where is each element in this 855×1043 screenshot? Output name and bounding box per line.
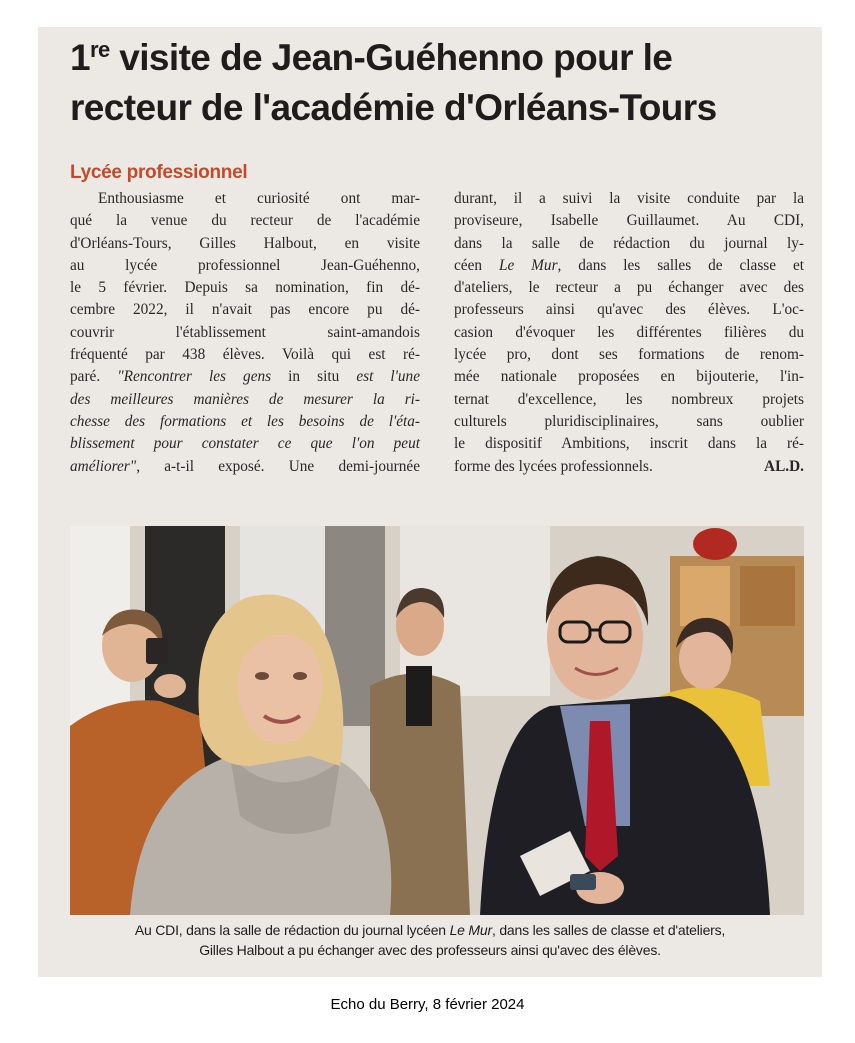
newspaper-clipping bbox=[38, 27, 822, 977]
body-line bbox=[454, 456, 804, 478]
body-line: le 5 février. Depuis sa nomination, fin dé- bbox=[70, 279, 420, 297]
body-line: culturels pluridisciplinaires, sans oublier bbox=[454, 412, 804, 430]
body-line: le dispositif Ambitions, inscrit dans la ré- bbox=[454, 435, 804, 453]
body-text: paré. bbox=[70, 368, 118, 386]
article-photo bbox=[70, 526, 804, 915]
body-line: qué la venue du recteur de l'académie bbox=[70, 212, 420, 230]
body-line: mée nationale proposées en bijouterie, l'in- bbox=[454, 368, 804, 386]
body-text: céen bbox=[454, 256, 499, 274]
article-column-1 bbox=[70, 188, 420, 478]
quote-line: des meilleures manières de mesurer la ri- bbox=[70, 390, 420, 408]
headline-line2: recteur de l'académie d'Orléans-Tours bbox=[70, 87, 717, 128]
body-line: casion d'évoquer les différentes filières du bbox=[454, 323, 804, 341]
body-line: d'Orléans-Tours, Gilles Halbout, en visite bbox=[70, 234, 420, 252]
quote-line: chesse des formations et les besoins de l'éta- bbox=[70, 412, 420, 430]
body-line: d'ateliers, le recteur a pu échanger avec des bbox=[454, 279, 804, 297]
body-line: fréquenté par 438 élèves. Voilà qui est ré- bbox=[70, 346, 420, 364]
source-citation: Echo du Berry, 8 février 2024 bbox=[330, 996, 525, 1013]
body-line: couvrir l'établissement saint-amandois bbox=[70, 323, 420, 341]
author-signature: AL.D. bbox=[764, 457, 804, 475]
latin-text: in situ bbox=[288, 368, 340, 386]
headline-ordinal: 1 bbox=[70, 37, 90, 78]
body-line: professeurs ainsi qu'avec des élèves. L'oc- bbox=[454, 301, 804, 319]
photo-illustration bbox=[70, 526, 804, 915]
body-text: , dans les salles de classe et bbox=[557, 256, 804, 274]
caption-text: Au CDI, dans la salle de rédaction du journal lycéen bbox=[134, 922, 450, 938]
body-line: dans la salle de rédaction du journal ly- bbox=[454, 234, 804, 252]
article-headline bbox=[70, 33, 810, 133]
body-line: cembre 2022, il n'avait pas encore pu dé- bbox=[70, 301, 420, 319]
quote-line: blissement pour constater ce que l'on peut bbox=[70, 435, 420, 453]
body-line: au lycée professionnel Jean-Guéhenno, bbox=[70, 256, 420, 274]
quote-text: est l'une bbox=[339, 368, 420, 386]
photo-caption bbox=[58, 920, 802, 960]
article-column-2 bbox=[454, 188, 804, 478]
caption-line2: Gilles Halbout a pu échanger avec des professeurs ainsi qu'avec des élèves. bbox=[199, 942, 661, 958]
body-line: lycée pro, dont ses formations de renom- bbox=[454, 346, 804, 364]
headline-ordinal-suffix: re bbox=[89, 37, 110, 62]
body-line bbox=[70, 456, 420, 478]
newspaper-name: Le Mur bbox=[498, 256, 558, 274]
body-line: durant, il a suivi la visite conduite par la bbox=[454, 190, 804, 207]
headline-line1: visite de Jean-Guéhenno pour le bbox=[109, 37, 673, 78]
body-text: , a-t-il exposé. Une demi-journée bbox=[136, 457, 420, 475]
section-kicker: Lycée professionnel bbox=[70, 162, 248, 183]
body-text: forme des lycées professionnels. bbox=[454, 457, 653, 475]
caption-text: , dans les salles de classe et d'ateliers, bbox=[491, 922, 726, 938]
quote-text: "Rencontrer les gens bbox=[117, 368, 289, 386]
caption-newspaper-name: Le Mur bbox=[449, 922, 492, 938]
body-line: ternat d'excellence, les nombreux projets bbox=[454, 390, 804, 408]
body-line: proviseure, Isabelle Guillaumet. Au CDI, bbox=[454, 212, 804, 230]
body-line bbox=[454, 255, 804, 277]
quote-text: améliorer" bbox=[70, 457, 137, 475]
body-line: Enthousiasme et curiosité ont mar- bbox=[98, 190, 420, 207]
body-line bbox=[70, 366, 420, 388]
